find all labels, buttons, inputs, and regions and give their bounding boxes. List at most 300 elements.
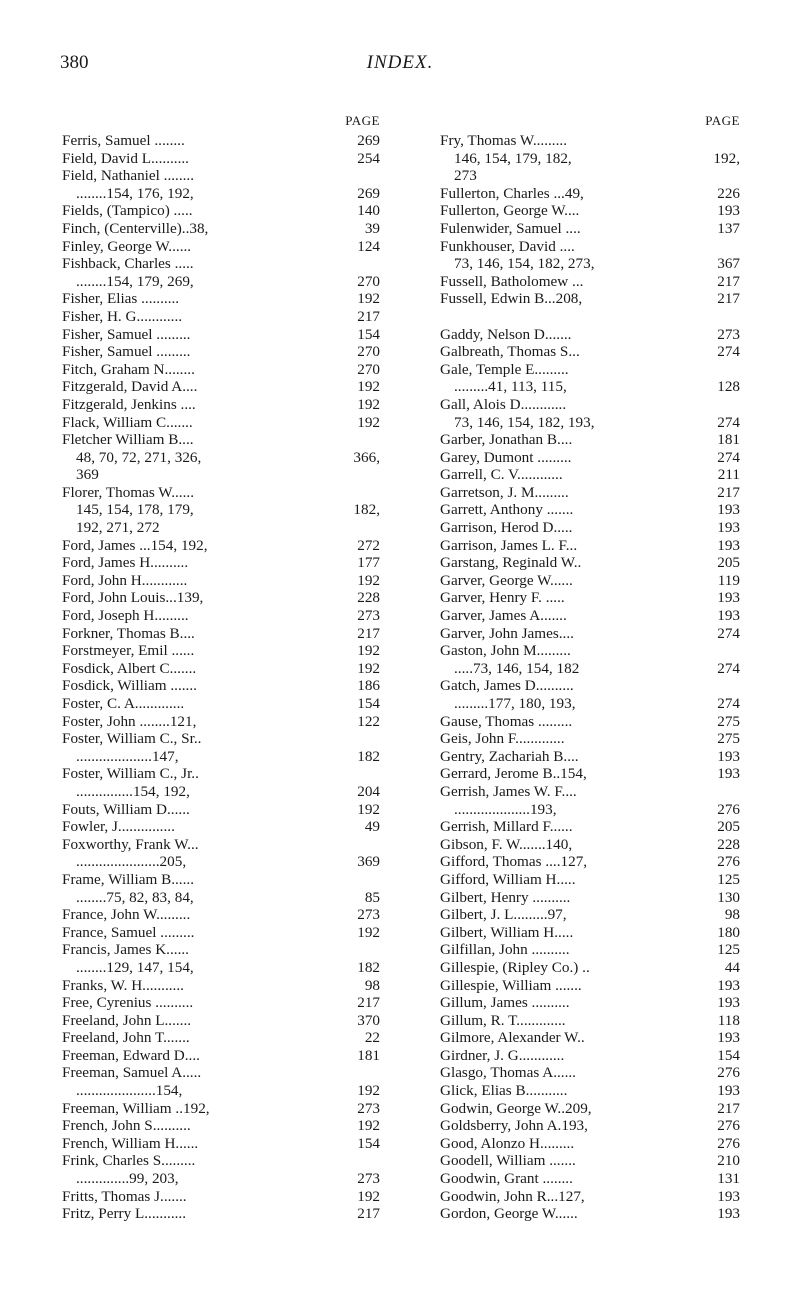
entry-page: 273 [357,906,380,924]
entry-text: Field, Nathaniel ........ [62,167,195,185]
index-entry [62,396,380,414]
index-entry [62,906,380,924]
entry-text: Field, David L.......... [62,149,189,167]
entry-page: 269 [357,132,380,149]
index-entry [62,730,380,748]
entry-text: Francis, James K...... [62,941,189,959]
entry-text: Garrison, James L. F... [440,536,578,554]
index-entry [62,484,380,502]
entry-page: 22 [364,1029,380,1047]
entry-page: 275 [717,730,740,748]
page-number: 380 [60,52,89,73]
entry-text: Gall, Alois D............ [440,395,567,413]
entry-page: 131 [717,1170,740,1188]
entry-page: 269 [357,184,380,202]
entry-text: Finley, George W...... [62,237,192,255]
entry-page: 217 [357,307,380,325]
entry-text: Franks, W. H........... [62,976,184,994]
index-entry [440,449,740,467]
entry-page: 270 [357,272,380,290]
entry-text: Garrett, Anthony ....... [440,501,574,519]
index-entry [62,889,380,907]
entry-text: 73, 146, 154, 182, 273, [454,255,595,273]
index-entry [62,642,380,660]
entry-page: 217 [357,624,380,642]
index-entry [440,501,740,519]
index-entry [62,308,380,326]
index-entry [440,1047,740,1065]
index-entry [440,959,740,977]
entry-page: 193 [717,202,740,220]
index-entry [62,1029,380,1047]
entry-page: 193 [717,765,740,783]
entry-text: Galbreath, Thomas S... [440,343,580,361]
index-entry [440,255,740,273]
entry-page: 370 [357,1011,380,1029]
entry-page: 270 [357,343,380,361]
index-entry [62,783,380,801]
entry-text: Fulenwider, Samuel .... [440,219,581,237]
entry-text: .........41, 113, 115, [454,378,567,396]
index-entry [62,361,380,379]
entry-page: 274 [717,413,740,431]
entry-page: 217 [357,994,380,1012]
entry-page: 193 [717,976,740,994]
entry-text: Gilbert, J. L.........97, [440,906,567,924]
entry-text: Garstang, Reginald W.. [440,554,582,572]
entry-page: 128 [717,378,740,396]
index-entry [440,378,740,396]
entry-page: 182 [357,958,380,976]
entry-text: Gerrish, James W. F.... [440,782,577,800]
entry-text: Finch, (Centerville)..38, [62,219,209,237]
index-entry [440,1135,740,1153]
index-entry [440,290,740,308]
entry-text: Fitzgerald, David A.... [62,378,198,396]
entry-page: 192 [357,395,380,413]
index-entry [62,1135,380,1153]
index-entry [440,150,740,168]
entry-page: 193 [717,747,740,765]
entry-text: Garrison, Herod D..... [440,519,573,537]
entry-text: Fritz, Perry L........... [62,1205,187,1223]
entry-text: .....73, 146, 154, 182 [454,659,580,677]
entry-page: 140 [357,202,380,220]
entry-page: 186 [357,677,380,695]
entry-text: Fitzgerald, Jenkins .... [62,395,196,413]
entry-page: 49 [364,818,380,836]
entry-text: France, John W......... [62,906,191,924]
entry-page: 154 [717,1046,740,1064]
entry-text: Gerrard, Jerome B..154, [440,765,587,783]
entry-page: 204 [357,782,380,800]
entry-text: Fosdick, William ....... [62,677,197,695]
entry-text: Free, Cyrenius .......... [62,994,194,1012]
index-entry [440,783,740,801]
entry-text: Gause, Thomas ......... [440,712,573,730]
index-entry [62,1047,380,1065]
entry-text: Gordon, George W...... [440,1205,578,1223]
entry-page: 154 [357,325,380,343]
entry-page: 193 [717,501,740,519]
entry-text: Glick, Elias B........... [440,1082,568,1100]
entry-page: 228 [357,589,380,607]
entry-page: 181 [717,431,740,449]
index-entry [62,695,380,713]
entry-page: 125 [717,941,740,959]
entry-text: Gillespie, William ....... [440,976,582,994]
entry-text: Garrell, C. V............ [440,466,563,484]
entry-text: Gilmore, Alexander W.. [440,1029,585,1047]
entry-text: Fletcher William B.... [62,431,194,449]
entry-text: Ford, James H.......... [62,554,189,572]
entry-page: 192 [357,1187,380,1205]
entry-page: 272 [357,536,380,554]
entry-page: 85 [364,888,380,906]
entry-text: Fullerton, Charles ...49, [440,184,584,202]
entry-text: Garver, Henry F. ..... [440,589,565,607]
entry-page: 217 [357,1205,380,1223]
entry-page: 130 [717,888,740,906]
entry-text: Ford, John Louis...139, [62,589,204,607]
entry-text: Goodwin, Grant ........ [440,1170,573,1188]
entry-page: 276 [717,1064,740,1082]
index-entry [62,167,380,185]
index-entry [62,185,380,203]
entry-page: 193 [717,1205,740,1223]
index-entry [62,220,380,238]
index-entry [440,625,740,643]
index-entry [440,167,740,185]
index-entry [62,1012,380,1030]
entry-page: 276 [717,853,740,871]
entry-page: 210 [717,1152,740,1170]
index-entry [440,677,740,695]
entry-page: 211 [717,466,740,484]
index-entry [62,1205,380,1223]
index-entry [62,414,380,432]
index-entry [440,695,740,713]
index-entry [440,1064,740,1082]
index-entry [440,818,740,836]
index-entry [62,1082,380,1100]
entry-text: Fouts, William D...... [62,800,190,818]
entry-page: 192, [713,149,740,167]
entry-page: 192 [357,290,380,308]
index-entry [62,924,380,942]
index-entry [440,607,740,625]
entry-text: Gerrish, Millard F...... [440,818,573,836]
entry-text: 192, 271, 272 [76,519,160,537]
entry-page: 275 [717,712,740,730]
entry-text: Fosdick, Albert C....... [62,659,197,677]
index-entry [62,748,380,766]
index-entry [62,871,380,889]
page-column-heading: PAGE [705,113,740,128]
entry-page: 137 [717,219,740,237]
entry-page: 217 [717,483,740,501]
entry-page: 193 [717,994,740,1012]
entry-text: Gifford, William H..... [440,870,576,888]
index-entry [440,361,740,379]
entry-text: .....................154, [76,1082,183,1100]
index-entry [62,238,380,256]
entry-page: 276 [717,1117,740,1135]
index-entry [440,1188,740,1206]
entry-page: 367 [717,255,740,273]
entry-text: Gilbert, William H..... [440,923,574,941]
entry-text: Gale, Temple E......... [440,360,569,378]
index-entry [62,607,380,625]
entry-text: ........129, 147, 154, [76,958,194,976]
entry-page: 276 [717,800,740,818]
entry-text: Gaston, John M......... [440,642,571,660]
entry-page: 98 [724,906,740,924]
index-entry [440,853,740,871]
entry-text: Garretson, J. M......... [440,483,569,501]
entry-text: Ford, Joseph H......... [62,607,189,625]
entry-text: Fussell, Batholomew ... [440,272,584,290]
entry-text: Fullerton, George W.... [440,202,580,220]
entry-page: 180 [717,923,740,941]
entry-page: 273 [357,607,380,625]
entry-text: Ford, James ...154, 192, [62,536,208,554]
entry-text: Gilfillan, John .......... [440,941,570,959]
index-entry [62,801,380,819]
entry-text: Fisher, H. G............ [62,307,183,325]
entry-text: Florer, Thomas W...... [62,483,194,501]
entry-page: 193 [717,536,740,554]
entry-page: 124 [357,237,380,255]
index-entry [440,713,740,731]
entry-text: Gillum, James .......... [440,994,570,1012]
entry-page: 193 [717,1029,740,1047]
index-entry [440,1170,740,1188]
index-entries [440,132,740,1223]
entry-text: Fritts, Thomas J....... [62,1187,187,1205]
index-entry [440,343,740,361]
index-entry [440,572,740,590]
entry-page: 270 [357,360,380,378]
index-entry [440,519,740,537]
entry-page: 44 [724,958,740,976]
entry-page: 274 [717,343,740,361]
entry-text: Garver, James A....... [440,607,567,625]
entry-page: 193 [717,1082,740,1100]
index-entry [440,484,740,502]
entry-text: Fowler, J............... [62,818,175,836]
index-entry [440,1152,740,1170]
entry-page: 182 [357,747,380,765]
page-header [60,52,740,78]
entry-text: Funkhouser, David .... [440,237,575,255]
index-entry [62,501,380,519]
index-column-left [62,110,380,1223]
entry-text: Fisher, Samuel ......... [62,343,191,361]
entry-page: 217 [717,272,740,290]
entry-page: 193 [717,607,740,625]
entry-text: 369 [76,466,99,484]
entry-page: 192 [357,413,380,431]
index-entry [440,185,740,203]
entry-page: 182, [353,501,380,519]
entry-page: 254 [357,149,380,167]
entry-text: Gifford, Thomas ....127, [440,853,588,871]
index-entry [62,326,380,344]
index-entry [62,431,380,449]
index-entry [62,273,380,291]
entry-text: 145, 154, 178, 179, [76,501,194,519]
entry-text: Fisher, Elias .......... [62,290,180,308]
index-entry [62,255,380,273]
index-column-right [440,110,740,1223]
index-entry [62,1064,380,1082]
index-entry [440,906,740,924]
entry-text: .........177, 180, 193, [454,695,576,712]
entry-text: Garver, John James.... [440,624,574,642]
entry-text: Gaddy, Nelson D....... [440,325,572,343]
entry-text: 273 [454,167,477,185]
entry-page: 192 [357,659,380,677]
entry-text: French, John S.......... [62,1117,191,1135]
entry-text: ....................193, [454,800,557,818]
entry-page: 181 [357,1046,380,1064]
entry-page: 205 [717,818,740,836]
entry-text: Frink, Charles S......... [62,1152,196,1170]
entry-text: Glasgo, Thomas A...... [440,1064,576,1082]
index-entry [440,1082,740,1100]
entry-page: 228 [717,835,740,853]
index-entry [62,519,380,537]
index-entry [440,941,740,959]
index-entry [440,871,740,889]
entry-text: Freeland, John L....... [62,1011,192,1029]
index-entry [440,1100,740,1118]
index-entry [62,836,380,854]
index-entry [440,801,740,819]
entry-text: Godwin, George W..209, [440,1099,592,1117]
entry-text: Fry, Thomas W......... [440,132,567,149]
index-entry [440,889,740,907]
index-entry [440,1117,740,1135]
entry-text: Gibson, F. W.......140, [440,835,573,853]
entry-page: 274 [717,448,740,466]
entry-text: Goldsberry, John A.193, [440,1117,588,1135]
index-entry [62,1117,380,1135]
index-entry [62,1170,380,1188]
index-entry [440,554,740,572]
index-entry [62,378,380,396]
index-entry [440,431,740,449]
entry-text: Flack, William C....... [62,413,193,431]
entry-page: 192 [357,642,380,660]
entry-page: 366, [353,448,380,466]
running-head: INDEX. [366,52,434,73]
index-entry [62,1152,380,1170]
index-entry [62,466,380,484]
entry-page: 193 [717,1187,740,1205]
index-entry [440,537,740,555]
index-entry [440,132,740,150]
entry-text: Foster, C. A............. [62,695,185,712]
index-entry [62,959,380,977]
index-entry [62,1100,380,1118]
index-entry [62,765,380,783]
entry-text: 48, 70, 72, 271, 326, [76,448,202,466]
entry-page: 192 [357,923,380,941]
entry-page: 192 [357,571,380,589]
entry-page: 274 [717,695,740,712]
index-entries [62,132,380,1223]
index-entry [62,589,380,607]
entry-text: Fitch, Graham N........ [62,360,195,378]
index-entry [440,466,740,484]
index-entry [440,1029,740,1047]
index-entry [62,818,380,836]
entry-page: 122 [357,712,380,730]
index-entry [440,977,740,995]
index-entry [440,326,740,344]
entry-page: 118 [717,1011,740,1029]
entry-text: Gilbert, Henry .......... [440,888,571,906]
entry-page: 177 [357,554,380,572]
entry-text: Freeman, Edward D.... [62,1046,200,1064]
entry-text: Foxworthy, Frank W... [62,835,199,853]
index-entry [62,150,380,168]
entry-text: Freeman, William ..192, [62,1099,210,1117]
entry-page: 39 [364,219,380,237]
entry-page: 192 [357,378,380,396]
entry-page: 273 [357,1170,380,1188]
index-entry [62,941,380,959]
entry-text: 146, 154, 179, 182, [454,149,572,167]
entry-text: French, William H...... [62,1134,199,1152]
index-entry [62,677,380,695]
index-entry [62,290,380,308]
index-entry [440,642,740,660]
index-entry [440,748,740,766]
entry-text: ....................147, [76,747,179,765]
entry-page: 205 [717,554,740,572]
index-entry [62,572,380,590]
index-entry [62,660,380,678]
index-entry [62,554,380,572]
entry-page: 192 [357,800,380,818]
index-entry [62,343,380,361]
index-entry [440,730,740,748]
entry-text: Girdner, J. G............ [440,1046,565,1064]
entry-page: 217 [717,1099,740,1117]
entry-page: 274 [717,659,740,677]
index-entry [440,414,740,432]
entry-text: Goodell, William ....... [440,1152,576,1170]
entry-page: 274 [717,624,740,642]
index-entry [440,1205,740,1223]
entry-text: Garey, Dumont ......... [440,448,572,466]
entry-text: ........154, 179, 269, [76,272,194,290]
entry-text: France, Samuel ......... [62,923,195,941]
index-entry [440,765,740,783]
entry-text: Frame, William B...... [62,870,194,888]
entry-page: 273 [717,325,740,343]
entry-page: 226 [717,184,740,202]
entry-text: ..............99, 203, [76,1170,179,1188]
entry-text: Forkner, Thomas B.... [62,624,195,642]
index-entry [440,836,740,854]
entry-text: Garber, Jonathan B.... [440,431,573,449]
entry-page: 119 [717,571,740,589]
index-entry [440,660,740,678]
